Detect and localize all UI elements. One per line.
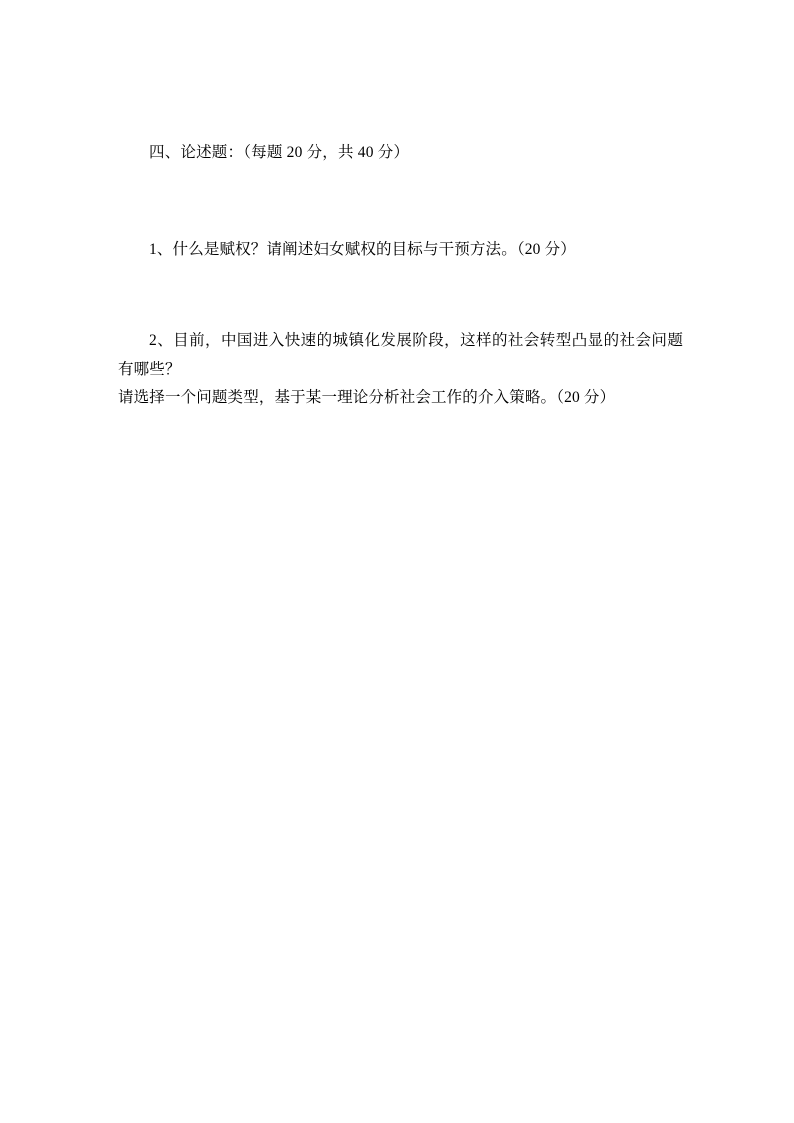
section-title: 四、论述题：（每题 20 分，共 40 分） (149, 144, 410, 161)
question-1-text: 1、什么是赋权？请阐述妇女赋权的目标与干预方法。（20 分） (149, 241, 576, 259)
spacer-after-section-title (118, 166, 683, 236)
question-2-line-1: 2、目前，中国进入快速的城镇化发展阶段，这样的社会转型凸显的社会问题有哪些？ (118, 332, 683, 378)
question-2 (118, 327, 683, 413)
question-2-line-2: 请选择一个问题类型，基于某一理论分析社会工作的介入策略。（20 分） (118, 389, 616, 407)
question-1 (118, 236, 683, 265)
spacer-between-questions (118, 265, 683, 327)
document-content (118, 140, 683, 413)
